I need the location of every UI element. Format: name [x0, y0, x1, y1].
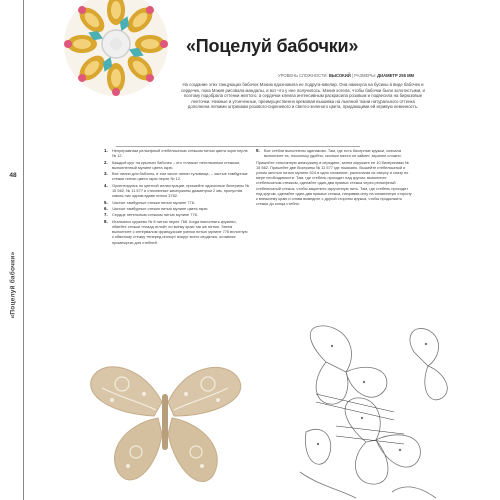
pattern-diagram [296, 322, 456, 500]
butterfly-embroidery-photo [82, 354, 248, 500]
step-item [104, 183, 250, 199]
step-item [104, 219, 250, 245]
step-number: 6. [104, 205, 108, 211]
step-item [104, 148, 250, 158]
size-label: РАЗМЕРЫ: [354, 73, 376, 78]
step-text: Ориентируясь по цветной иллюстрации, пришейте одиночные бисерины № 15 562, № 11 577 и стеклянные жемчужины диаметром 2 мм, пропустив сквозь них одним вдове нитью 3782. [112, 182, 250, 199]
difficulty-value: ВЫСОКИЙ [328, 73, 351, 78]
mandala-embroidery-image [56, 0, 176, 108]
steps-column-left [104, 148, 250, 246]
step-number: 1. [104, 148, 108, 153]
step-item [104, 171, 250, 181]
running-title: «Поцелуй бабочки» [9, 251, 17, 319]
step-number: 5. [104, 199, 108, 205]
step-text: Каждый круг на крыльях бабочек – это «глазок» петельчатым стежком, выполненный мулине цвета экрю. [112, 159, 241, 170]
step-item [104, 206, 250, 211]
step-continuation: Пришейте стеклянную жемчужину в середине, затем окружите ее 10 бисеринами № 15 562. Пришейте две бисерины № 11 577 где показано. Вышейте стебельчатый и узлом шестью нитью мулине 524 в одно сложение, располагая их сверху и снизу по мере необходимости. Там, где стебель проходит над кругом, выполните стебельчатым стежком, сделайте один-два прямых стежка через рельефный стебельчатый стежок, чтобы закрепить скрученную нить. Там, где стебель проходит под кругом, сделайте один-два прямых стежка, направив иглу на изнаночную сторону к внешнему краю и снова выведите с другой стороны кружка, чтобы продолжить стежки до конца стебля. [256, 159, 412, 207]
sidebar-rule [23, 0, 24, 500]
step-number: 3. [104, 171, 108, 177]
step-text: Все линии для бабочек, в том числе линии туловища, – частые тамбурные стежки нитью цвета экрю перле № 12. [112, 171, 248, 182]
step-item [104, 200, 250, 205]
step-item [104, 160, 250, 170]
difficulty-label: УРОВЕНЬ СЛОЖНОСТИ: [278, 73, 328, 78]
step-text: Итальянко кружево № 8 нитью перле 768. Когда выполнять кружево, обвейте стежки «назад иглой» по всему краю так же нитью. Затем выполните с интервалом французские узелки нитью мулине 776 вплотную к обвитому стежку «вперед иголку» вокруг всего сердечка, оставляя промежутки для стеблей. [112, 218, 248, 245]
step-number: 9. [256, 148, 260, 153]
step-text: Частые тамбурные стежки нитью мулине 776. [112, 199, 195, 205]
step-text: Все стебли выполнены одинаково. Там, где есть бисерные кружки, сначала выполните их, поскольку удобно, сколько места он займет, заранее сложно. [264, 148, 402, 159]
step-text: Частые тамбурные стежки нитью мулине цвета экрю. [112, 205, 209, 211]
size-value: ДИАМЕТР 255 ММ [377, 73, 415, 78]
intro-paragraph: На создание этих танцующих бабочек Мэкию вдохновила ее подруга-ювелир. Она накинула на бусины в виде бабочек и сердечек, пока Мэкия рисовала мандалы, и вот что у нее получилось. Мэкия хотела, чтобы бабочки были золотистыми, и поэтому подобрала оттенки желтого, а сердечки клеила интенсивным раскрасила розовым и подвесила на бирюзовые ленточки. Нежные и утонченные, преимущественно кремовая вышивка на льняной ткани натурального оттенка дополнена легкими штрихами розового-сиреневого и светло-зеленого цвета, придающими ей игривую невинность. [181, 82, 425, 110]
step-item [104, 212, 250, 217]
meta-separator: | [351, 73, 354, 78]
step-number: 8. [104, 218, 108, 224]
page-title: «Поцелуй бабочки» [186, 36, 359, 56]
project-meta [278, 73, 414, 78]
steps-column-right [256, 148, 412, 206]
step-number: 2. [104, 159, 108, 165]
step-item [256, 148, 412, 158]
step-text: Непрерывным рельефный стебельчатым стежком нитью цвета экрю перле № 12. [112, 148, 248, 159]
step-number: 4. [104, 182, 108, 188]
divider [116, 146, 360, 147]
page-number: 48 [9, 172, 17, 179]
step-number: 7. [104, 212, 108, 218]
step-text: Сердце петельным стежком нитью мулине 776. [112, 212, 198, 218]
